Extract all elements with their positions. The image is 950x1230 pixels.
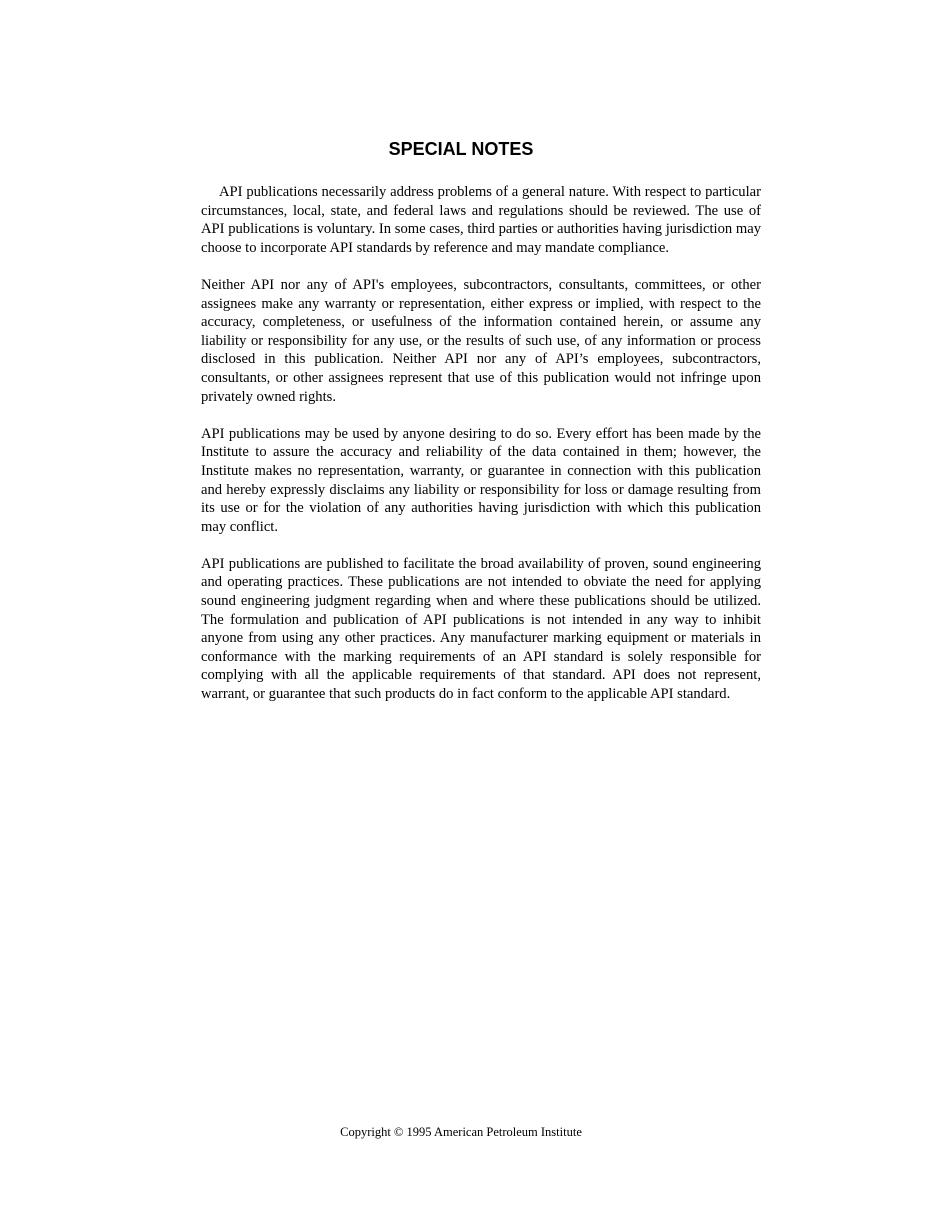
paragraph-no-warranty: Neither API nor any of API's employees, subcontractors, consultants, committees, or other assignees make any warranty or representation, either express or implied, with respect to the accuracy, completeness, or usefulness of the information contained herein, or assume any liability or responsibility for any use, or the results of such use, of any information or process disclosed in this publication. Neither API nor any of API’s employees, subcontractors, consultants, or other assignees represent that use of this publication would not infringe upon privately owned rights. (201, 276, 761, 405)
page-title: SPECIAL NOTES (388, 139, 534, 159)
document-body (201, 183, 761, 722)
paragraph-usage-disclaimer: API publications may be used by anyone desiring to do so. Every effort has been made by the Institute to assure the accuracy and reliability of the data contained in them; however, the Institute makes no representation, warranty, or guarantee in connection with this publication and hereby expressly disclaims any liability or responsibility for loss or damage resulting from its use or for the violation of any authorities having jurisdiction with which this publication may conflict. (201, 425, 761, 535)
copyright-footer: Copyright © 1995 American Petroleum Institute (340, 1125, 582, 1139)
paragraph-general-nature: API publications necessarily address problems of a general nature. With respect to particular circumstances, local, state, and federal laws and regulations should be reviewed. The use of API publications is voluntary. In some cases, third parties or authorities having jurisdiction may choose to incorporate API standards by reference and may mandate compliance. (201, 184, 761, 256)
paragraph-purpose: API publications are published to facilitate the broad availability of proven, sound engineering and operating practices. These publications are not intended to obviate the need for applying sound engineering judgment regarding when and where these publications should be utilized. The formulation and publication of API publications is not intended in any way to inhibit anyone from using any other practices. Any manufacturer marking equipment or materials in conformance with the marking requirements of an API standard is solely responsible for complying with all the applicable requirements of that standard. API does not represent, warrant, or guarantee that such products do in fact conform to the applicable API standard. (201, 555, 761, 703)
